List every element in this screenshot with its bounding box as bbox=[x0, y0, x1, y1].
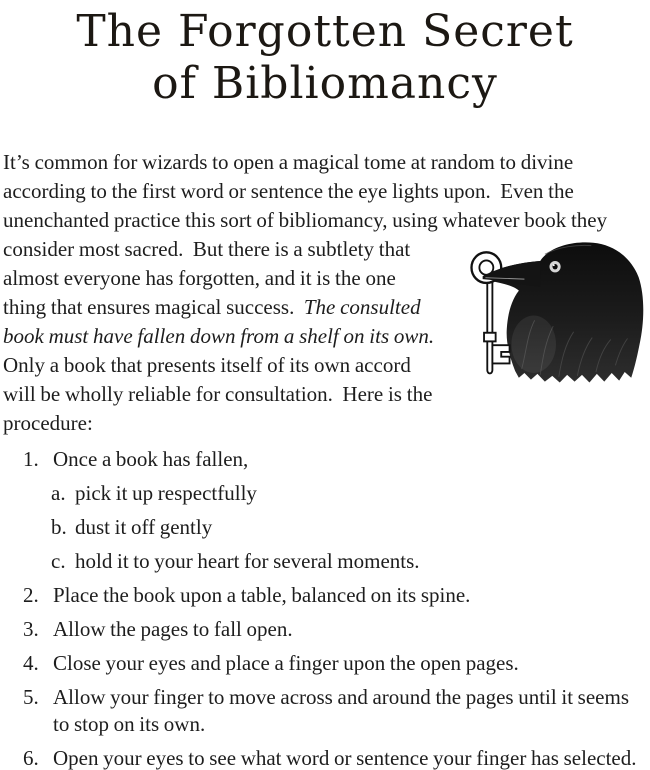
page-title bbox=[3, 6, 647, 110]
list-item-marker: a. bbox=[51, 481, 66, 505]
list-item-text: hold it to your heart for several moments. bbox=[75, 549, 420, 573]
list-item-marker: 6. bbox=[23, 746, 39, 770]
list-item-text: Allow your finger to move across and around the pages until it seems to stop on its own. bbox=[53, 685, 630, 736]
intro-emphasis: The consulted book must have fallen down from a shelf on its own. bbox=[3, 295, 435, 348]
list-item bbox=[23, 616, 647, 643]
intro-paragraph bbox=[3, 148, 647, 438]
list-subitem bbox=[51, 548, 647, 575]
list-item-marker: 3. bbox=[23, 617, 39, 641]
list-item-text: Close your eyes and place a finger upon the open pages. bbox=[53, 651, 519, 675]
list-item bbox=[23, 684, 647, 738]
chest-highlight bbox=[511, 316, 556, 373]
intro-text-1: It’s common for wizards to open a magical tome at random to divine according to the first word or sentence the eye lights upon. Even the unenchanted practice this sort of bibliomancy, using whatever book they bbox=[3, 150, 612, 232]
list-item-marker: 5. bbox=[23, 685, 39, 709]
list-item-text: Place the book upon a table, balanced on its spine. bbox=[53, 583, 471, 607]
list-item bbox=[23, 650, 647, 677]
page-title-line1: The Forgotten Secret bbox=[76, 6, 574, 57]
list-item-marker: b. bbox=[51, 515, 67, 539]
intro-text-2: consider most sacred. But there is a subtlety that almost everyone has forgotten, and it is the one thing that ensures magical success. bbox=[3, 237, 415, 319]
list-item-marker: 2. bbox=[23, 583, 39, 607]
list-item bbox=[23, 745, 647, 770]
list-item-marker: 4. bbox=[23, 651, 39, 675]
list-item-marker: c. bbox=[51, 549, 66, 573]
list-item-text: Open your eyes to see what word or sentence your finger has selected. bbox=[53, 746, 637, 770]
list-item bbox=[23, 582, 647, 609]
crow-key-drawing bbox=[452, 237, 647, 395]
intro-text-3: Only a book that presents itself of its own accord will be wholly reliable for consultation. Here is the procedure: bbox=[3, 324, 444, 435]
procedure-list bbox=[3, 446, 647, 770]
list-subitem bbox=[51, 480, 647, 507]
page-title-line2: of Bibliomancy bbox=[152, 58, 498, 109]
list-item-marker: 1. bbox=[23, 447, 39, 471]
list-item bbox=[23, 446, 647, 575]
list-item-text: pick it up respectfully bbox=[75, 481, 257, 505]
list-item-text: dust it off gently bbox=[75, 515, 213, 539]
list-item-text: Once a book has fallen, bbox=[53, 447, 249, 471]
crow-eye bbox=[550, 261, 561, 272]
list-item-text: Allow the pages to fall open. bbox=[53, 617, 293, 641]
crow-holding-key-illustration bbox=[452, 237, 647, 395]
procedure-sublist bbox=[23, 480, 647, 575]
list-subitem bbox=[51, 514, 647, 541]
